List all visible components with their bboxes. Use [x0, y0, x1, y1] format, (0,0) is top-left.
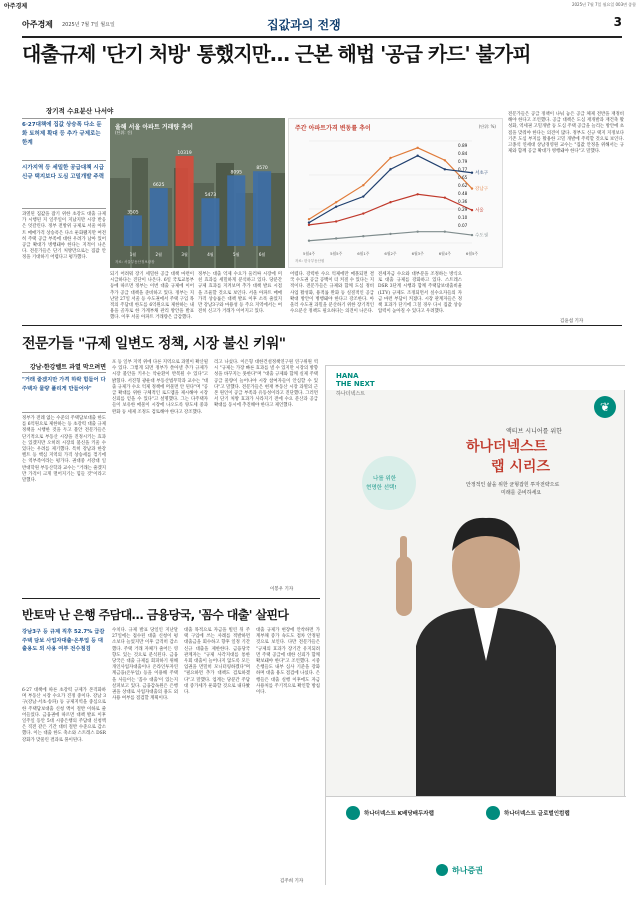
bar-5월 [227, 175, 245, 246]
value-callout: 0.62 [458, 183, 468, 188]
data-point [416, 193, 418, 195]
paper-date: 2025년 7월 7일 월요일 [62, 22, 115, 28]
value-callout: 0.36 [458, 199, 468, 204]
ad-logo-line1: HANA [336, 372, 359, 380]
bar-3월 [176, 156, 194, 246]
data-point [444, 196, 446, 198]
x-tick-label: 5월4주 [302, 251, 316, 256]
article2-headline: 전문가들 "규제 일변도 정책, 시장 불신 키워" [22, 336, 286, 352]
model-figure [386, 496, 586, 796]
data-point [308, 224, 310, 226]
ad-product2[interactable]: 하나더넥스트 글로벌인컴랩 [504, 811, 570, 817]
data-point [471, 187, 473, 189]
chart1-source: 자료: 서울부동산정보광장 [115, 260, 155, 264]
data-point [471, 172, 473, 174]
data-point [335, 220, 337, 222]
article1-sub3: 시가지역 등 세밀한 공급대책 시급 신규 택지보다 도심 고밀개발 주력 [22, 165, 105, 180]
x-tick-label: 6월5주 [465, 251, 479, 256]
data-point [362, 195, 364, 197]
data-point [416, 147, 418, 149]
article2-sub2: "거래 줄겠지만 가격 하락 힘들어 다주택자 물량 풀리게 만들어야" [22, 377, 106, 392]
data-point [335, 206, 337, 208]
article1-col4: 어렵다. 강력한 수요 억제에만 매몰되면 결국 수도권 공급 공백이 더 커질 수 있다는 지적이다. 전문가들은 규제와 함께 도심 정비사업 활성화, 용적률 완화 등 실질적인 공급 확대 방안이 병행돼야 한다고 강조한다. 아울러 수도권 과밀을 분산하기 위한 장기적인 수요분산 정책도 필요하다는 의견이 나온다. [290, 272, 374, 315]
data-point [444, 230, 446, 232]
article3-byline: 김주희 기자 [280, 879, 304, 884]
ad-desc-line2: 미래를 준비하세요 [501, 490, 542, 496]
bar-value-label: 8570 [256, 166, 268, 172]
article3-col2: 수치다. 규제 발표 당일인 지난달 27일에는 접수된 대출 신청이 평소보다 늘었지만 이후 급격히 감소했다. 주택 거래 자체가 줄어든 영향도 있는 것으로 분석된다. 금융당국은 대출 규제를 회피하기 위해 개인사업자대출이나 온라인투자연계금융(온투업) 등을 이용해 주택을 사들이는 '꼼수 대출'이 있는지 살펴보고 있다. 금융감독원은 은행권을 상대로 사업자대출의 용도 외 사용 여부를 점검할 계획이다. [112, 628, 178, 702]
divider [22, 412, 106, 413]
value-callout: 0.48 [458, 191, 468, 196]
data-point [335, 201, 337, 203]
value-callout: 0.07 [458, 223, 468, 228]
chart2-unit: (단위: %) [478, 124, 496, 129]
ad-logo-line3: 하나더넥스트 [336, 391, 365, 397]
divider [22, 160, 106, 161]
bar-4월 [201, 198, 219, 246]
product-band [326, 796, 626, 856]
chart1-title: 올해 서울 아파트 거래량 추이 [115, 124, 193, 131]
value-callout: 0.10 [458, 215, 468, 220]
section-rule [22, 325, 622, 326]
ad-speech-line2: 현명한 선택! [366, 485, 397, 491]
hana-symbol-icon: ❦ [594, 396, 616, 418]
ad-title-line1: 하나더넥스트 [466, 439, 548, 455]
data-point [362, 212, 364, 214]
series-legend-label: 서초구 [475, 171, 489, 177]
bar-value-label: 3505 [127, 210, 139, 216]
chart1-plot [110, 136, 285, 260]
section-rule [22, 598, 320, 599]
bar-1월 [124, 215, 142, 246]
x-tick-label: 2월 [155, 252, 162, 257]
article1-sub1: 장기적 수요분산 나서야 [46, 107, 114, 115]
x-tick-label: 4월 [207, 252, 214, 257]
top-masthead: 아주경제 [4, 3, 28, 10]
article3-sub: 강남3구 등 규제 직후 52.7% 급감 주택 담보 사업자대출·온투업 등 대출용도 외 사용 여부 전수점검 [22, 629, 105, 652]
brand-icon [436, 864, 448, 876]
article1-byline: 김윤섭 기자 [560, 319, 584, 324]
data-point [389, 168, 391, 170]
data-point [389, 233, 391, 235]
article2-col3: 리고 나섰다. 이은형 대한건설정책연구원 연구위원 역시 "규제는 가장 빠른 효과를 낼 수 있지만 시장의 방향성을 바꾸지는 못한다"며 "대출 규제와 함께 실제 주택 공급 물량이 늘어나야 시장 참여자들이 안심할 수 있다"고 말했다. 전문가들은 현재 부동산 시장 과열의 근본 원인이 공급 부족과 유동성이라고 진단했다. 그러면서 단기 처방 효과가 사라지기 전에 수요 분산과 공급 확대를 동시에 추진해야 한다고 제언했다. [214, 360, 318, 409]
data-point [444, 168, 446, 170]
data-point [335, 237, 337, 239]
article1-col1: 과열된 집값을 잡기 위한 초강도 대출 규제가 시행된 지 일주일이 지났지만 시장 반응은 엇갈린다. 정부 전방위 규제로 서울 아파트 매매가격 상승폭은 다소 둔화됐지만 여전히 주택 공급 부족에 대한 우려가 남아 있어 공급 확대가 병행돼야 한다는 지적이 나온다. 전문가들은 단기 처방만으로는 집값 안정을 기대하기 어렵다고 평가했다. [22, 212, 106, 261]
ad-tagline: 액티브 시니어를 위한 [506, 428, 562, 435]
bar-value-label: 8095 [230, 170, 242, 176]
chart2-title: 주간 아파트가격 변동률 추이 [295, 125, 371, 132]
bar-6월 [253, 171, 271, 246]
article3-col4: 대출 규제가 현장에 안착하면 가계부채 증가 속도도 점차 안정될 것으로 보인다. 다만 전문가들은 "규제의 효과가 장기간 유지되려면 주택 공급에 대한 신뢰가 함께 확보돼야 한다"고 조언했다. 시중은행들도 내부 심사 기준을 강화하며 대출 용도 점검에 나섰다. 은행들은 대출 실행 이후에도 자금 사용처를 주기적으로 확인할 방침이다. [256, 628, 320, 696]
section-title: 집값과의 전쟁 [267, 18, 341, 32]
data-point [362, 235, 364, 237]
ad-logo-line2: THE NEXT [336, 380, 375, 388]
value-callout: 0.79 [458, 159, 468, 164]
top-date-line: 2025년 7월 7일 월요일 003면 종합 [571, 2, 636, 7]
article2-byline: 이봉우 기자 [270, 587, 294, 592]
article1-col3: 정부는 대출 억제 수요가 둘러싸 시장에 미친 효과를 세밀하게 분석하고 있다. 당분간 규제 효과를 지켜보며 추가 대책 발표 시점을 조율할 것으로 보인다. 서울 아파트 매매가격 상승률은 대책 발표 이후 소폭 줄었지만 강남3구와 마용성 등 주요 지역에서는 여전히 신고가 거래가 이어지고 있다. [198, 272, 282, 315]
value-callout: 0.84 [458, 151, 468, 156]
value-callout: 0.77 [458, 167, 468, 172]
main-headline: 대출규제 '단기 처방' 통했지만… 근본 해법 '공급 카드' 불가피 [22, 42, 531, 66]
data-point [389, 201, 391, 203]
divider [22, 118, 106, 119]
x-tick-label: 1월 [129, 252, 137, 257]
data-point [416, 230, 418, 232]
article1-sub2: 6·27대책에 집값 상승폭 다소 둔화 토허제 확대 등 추가 규제로는 한계 [22, 122, 102, 146]
x-tick-label: 5월5주 [330, 251, 343, 256]
x-tick-label: 6월3주 [411, 251, 424, 256]
chart1-unit: (단위: 건) [115, 130, 133, 135]
series-line-서울 [309, 194, 472, 225]
data-point [308, 218, 310, 220]
value-callout: 0.65 [458, 175, 468, 180]
series-legend-label: 강남구 [475, 187, 489, 193]
article2-sub1: 강남·한강벨트 과열 막으려면 [30, 364, 107, 371]
data-point [471, 209, 473, 211]
data-point [389, 157, 391, 159]
divider [22, 208, 106, 209]
page-number: 3 [613, 15, 622, 29]
data-point [444, 159, 446, 161]
ad-title-line2: 랩 시리즈 [491, 459, 550, 475]
chart2-plot [289, 133, 502, 259]
article3-headline: 반토막 난 은행 주담대… 금융당국, '꼼수 대출' 살핀다 [22, 608, 289, 622]
value-callout: 0.29 [458, 207, 468, 212]
product1-icon [346, 806, 360, 820]
x-tick-label: 6월1주 [357, 251, 370, 256]
series-line-서초구 [309, 156, 472, 223]
ad-product1[interactable]: 하나더넥스트 K배당배두자랩 [364, 811, 434, 817]
data-point [362, 184, 364, 186]
product2-icon [486, 806, 500, 820]
article2-col1: 정부가 전례 없는 수준의 주택담보대출 한도를 6억원으로 제한하는 등 초강력 대출 규제 정책을 시행한 것을 두고 불안 전문가들은 단기적으로 부동산 시장을 진정시키는 효과는 있겠지만 오히려 시장의 불신을 키울 수 있다는 우려를 제기했다. 특히 강남과 한강벨트 등 핵심 지역의 가격 상승세를 꺾기에는 역부족이라는 평가다. 권대중 서강대 일반대학원 부동산학과 교수는 "거래는 줄겠지만 가격이 크게 떨어지기는 힘들 것"이라고 말했다. [22, 416, 106, 484]
article2-col2: 포 등 일부 지역 위에 다른 지역으로 과열이 확산될 수 있다. 그렇게 되면 정부가 쏟아낼 추가 규제가 시장 불안을 키우는 악순환이 반복될 수 있다"고 밝혔다. 서진형 광운대 부동산법무학과 교수는 "대출 규제가 수요 억제 정책에 머물면 안 된다"며 "공급 확대를 위한 구체적인 로드맵을 제시해야 시장 신뢰를 얻을 수 있다"고 설명했다. 그는 다주택자들이 보유한 매물이 시장에 나오도록 양도세 중과 완화 등 세제 조정도 검토해야 한다고 강조했다. [112, 360, 208, 415]
data-point [308, 221, 310, 223]
price-change-chart [288, 118, 503, 268]
article1-col2: 되기 어려워 장기 세밀한 공급 대책 마련이 시급하다는 진단이 나온다. 6일 국토교통부 등에 따르면 정부는 이번 대출 규제에 이어 추가 공급 대책을 준비하고 있다. 정부는 지난달 27일 서울 등 수도권에서 주택 구입 목적의 주담대 한도를 6억원으로 제한하는 내용을 골자로 한 가계부채 관리 방안을 발표했다. 이후 서울 아파트 거래량은 급감했다. [110, 272, 194, 321]
x-tick-label: 6월2주 [384, 251, 397, 256]
article1-col5: 전세자금 수요와 대부분을 조정하는 방식으로 대출 규제를 강화하고 있다. 스트레스 DSR 3단계 시행과 함께 주택담보대출비율(LTV) 규제도 조정되면서 실수요자들의 자금 마련 부담이 커졌다. 시장 관계자들은 정책 효과가 단기에 그칠 경우 다시 집값 상승 압력이 높아질 수 있다고 우려했다. [378, 272, 462, 315]
hana-advertisement[interactable] [325, 365, 625, 885]
x-tick-label: 6월 [258, 252, 266, 257]
top-strip [0, 0, 640, 12]
x-tick-label: 5월 [233, 252, 240, 257]
series-legend-label: 수도권 [475, 233, 489, 239]
article3-col3: 대출 목적으로 자금을 빌린 뒤 주택 구입에 쓰는 사례를 적발하면 대출금을 회수하고 향후 일정 기간 신규 대출을 제한한다. 금융당국 관계자는 "규제 사각지대를 통한 우회 대출이 늘어나지 않도록 모든 업권을 면밀히 모니터링하겠다"며 "필요하면 추가 대책도 검토하겠다"고 말했다. 업계는 당분간 주담대 증가세가 둔화할 것으로 내다봤다. [184, 628, 250, 696]
data-point [471, 234, 473, 236]
ad-brand: 하나증권 [452, 866, 483, 875]
value-callout: 0.89 [458, 143, 468, 148]
data-point [416, 155, 418, 157]
bar-value-label: 6625 [153, 183, 165, 189]
bar-value-label: 5473 [204, 193, 217, 199]
ad-desc-line1: 안정적인 삶을 위한 균형잡힌 투자전략으로 [466, 482, 560, 488]
x-tick-label: 6월4주 [438, 251, 451, 256]
data-point [308, 240, 310, 242]
article1-col6: 전문가들은 공급 정책이 나눠 놓은 공급 체제 전반을 재정비해야 한다고 조언했다. 공급 대책은 도심 재개발과 재건축 활성화, 역세권 고밀개발 등 도심 주택 공급을 늘리는 방안에 초점을 맞춰야 한다는 의견이 많다. 정부도 신규 택지 지정보다 기존 도심 부지를 활용한 고밀 개발에 주력할 것으로 보인다. 고종석 연세대 상남경영원 교수는 "집값 안정을 위해서는 규제와 함께 공급 확대가 병행돼야 한다"고 말했다. [508, 112, 624, 155]
bar-value-label: 10319 [177, 150, 192, 156]
series-legend-label: 서울 [475, 208, 484, 214]
paper-name: 아주경제 [22, 20, 53, 29]
bar-2월 [150, 188, 168, 246]
ad-speech-line1: 나를 위한 [373, 476, 397, 482]
chart2-source: 자료: 한국부동산원 [295, 259, 325, 263]
article3-col1: 6·27 대책에 따른 초강력 규제가 본격화하며 부동산 시장 수요가 진정 중이다. 강남 3구(강남·서초·송파) 등 규제지역을 중심으로 한 주택담보대출 신청 액이 절반 이하로 줄어들었다. 금융권에 따르면 대책 발표 이후 일주일 동안 5대 시중은행의 주담대 신청액은 직전 같은 기간 대비 절반 수준으로 감소했다. 이는 대출 한도 축소와 스트레스 DSR 강화가 맞물린 결과로 풀이된다. [22, 688, 106, 743]
divider [22, 372, 106, 373]
transaction-chart [110, 118, 285, 268]
x-tick-label: 3월 [181, 252, 188, 257]
